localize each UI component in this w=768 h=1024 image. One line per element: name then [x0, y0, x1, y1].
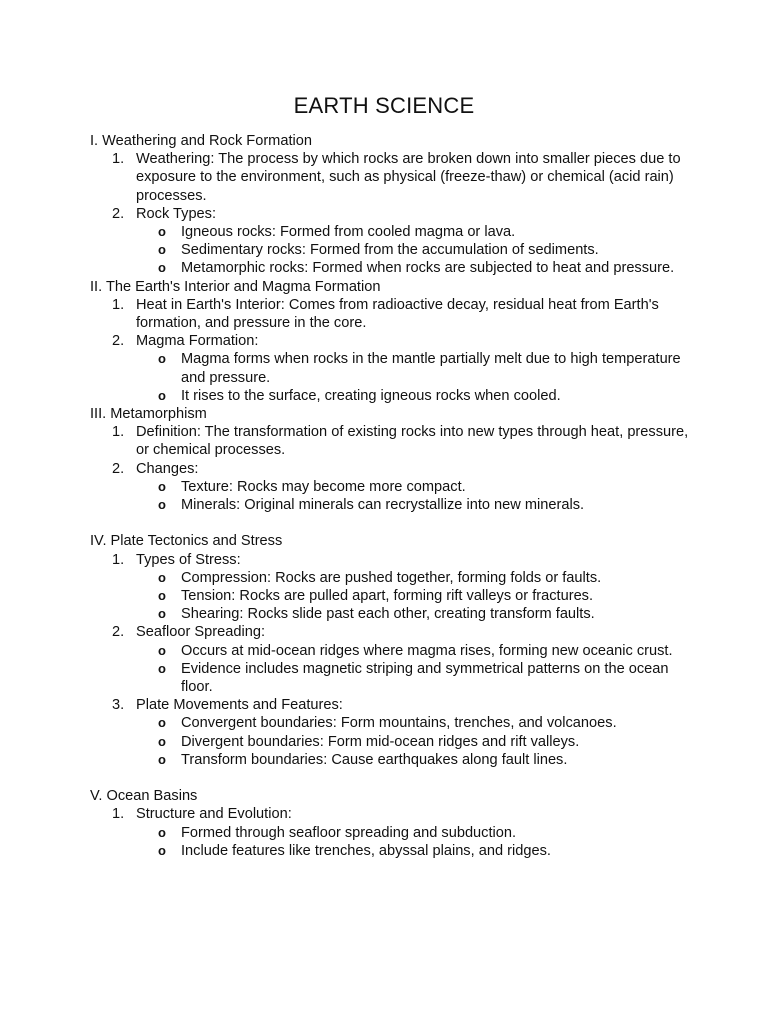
item-text: Changes:	[136, 460, 199, 477]
numbered-item	[90, 696, 690, 714]
bullet-item	[90, 259, 690, 277]
bullet-item	[90, 642, 690, 660]
item-number: 1.	[112, 551, 125, 568]
item-number: 2.	[112, 205, 125, 222]
numbered-item	[90, 460, 690, 478]
bullet-circle-icon: o	[158, 824, 166, 840]
bullet-item	[90, 824, 690, 842]
bullet-item	[90, 751, 690, 769]
numbered-item	[90, 296, 690, 332]
bullet-item	[90, 733, 690, 751]
section-heading: III. Metamorphism	[90, 406, 207, 423]
bullet-circle-icon: o	[158, 642, 166, 658]
bullet-circle-icon: o	[158, 260, 166, 276]
item-text: Magma Formation:	[136, 333, 259, 350]
bullet-text: Formed through seafloor spreading and subduction.	[181, 824, 517, 841]
bullet-text: Minerals: Original minerals can recrystallize into new minerals.	[181, 497, 585, 514]
numbered-item	[90, 623, 690, 641]
bullet-text: Occurs at mid-ocean ridges where magma rises, forming new oceanic crust.	[181, 642, 673, 659]
item-text: Types of Stress:	[136, 551, 241, 568]
bullet-text: Magma forms when rocks in the mantle partially melt due to high temperature and pressure.	[181, 351, 681, 386]
bullet-text: Tension: Rocks are pulled apart, forming rift valleys or fractures.	[181, 588, 594, 605]
bullet-item	[90, 241, 690, 259]
numbered-item	[90, 423, 690, 459]
section-heading: V. Ocean Basins	[90, 788, 198, 805]
item-text: Rock Types:	[136, 205, 217, 222]
bullet-circle-icon: o	[158, 733, 166, 749]
bullet-item	[90, 587, 690, 605]
blank-line	[90, 769, 690, 787]
section-heading: II. The Earth's Interior and Magma Formation	[90, 278, 381, 295]
bullet-item	[90, 660, 690, 696]
item-number: 2.	[112, 460, 125, 477]
item-number: 3.	[112, 697, 125, 714]
item-text: Structure and Evolution:	[136, 806, 292, 823]
bullet-circle-icon: o	[158, 606, 166, 622]
bullet-text: Metamorphic rocks: Formed when rocks are subjected to heat and pressure.	[181, 260, 675, 277]
bullet-circle-icon: o	[158, 660, 166, 676]
bullet-text: Sedimentary rocks: Formed from the accumulation of sediments.	[181, 242, 599, 259]
bullet-item	[90, 569, 690, 587]
bullet-circle-icon: o	[158, 242, 166, 258]
bullet-item	[90, 605, 690, 623]
bullet-item	[90, 714, 690, 732]
item-number: 1.	[112, 151, 125, 168]
bullet-text: Evidence includes magnetic striping and symmetrical patterns on the ocean floor.	[181, 660, 669, 696]
bullet-text: Shearing: Rocks slide past each other, creating transform faults.	[181, 606, 595, 623]
bullet-item	[90, 842, 690, 860]
bullet-circle-icon: o	[158, 588, 166, 604]
section-heading: I. Weathering and Rock Formation	[90, 133, 312, 149]
bullet-circle-icon: o	[158, 351, 166, 367]
bullet-text: Igneous rocks: Formed from cooled magma or lava.	[181, 224, 516, 241]
item-number: 2.	[112, 624, 125, 641]
bullet-item	[90, 223, 690, 241]
bullet-text: Include features like trenches, abyssal plains, and ridges.	[181, 842, 551, 859]
bullet-circle-icon: o	[158, 751, 166, 767]
document-title: EARTH SCIENCE	[293, 93, 475, 118]
document-body	[90, 132, 690, 860]
numbered-item	[90, 805, 690, 823]
numbered-item	[90, 150, 690, 205]
item-text: Definition: The transformation of existing rocks into new types through heat, pressure, or chemical processes.	[136, 424, 689, 459]
bullet-text: Compression: Rocks are pushed together, forming folds or faults.	[181, 569, 602, 586]
bullet-text: Transform boundaries: Cause earthquakes along fault lines.	[181, 751, 568, 768]
numbered-item	[90, 205, 690, 223]
section-heading: IV. Plate Tectonics and Stress	[90, 533, 283, 550]
bullet-circle-icon: o	[158, 842, 166, 858]
bullet-text: Convergent boundaries: Form mountains, trenches, and volcanoes.	[181, 715, 617, 732]
bullet-item	[90, 496, 690, 514]
blank-line	[90, 514, 690, 532]
item-text: Heat in Earth's Interior: Comes from radioactive decay, residual heat from Earth's formation, and pressure in the core.	[136, 296, 659, 332]
item-text: Plate Movements and Features:	[136, 697, 343, 714]
bullet-circle-icon: o	[158, 224, 166, 240]
numbered-item	[90, 332, 690, 350]
bullet-text: It rises to the surface, creating igneous rocks when cooled.	[181, 387, 561, 404]
bullet-item	[90, 387, 690, 405]
item-number: 2.	[112, 333, 125, 350]
bullet-item	[90, 478, 690, 496]
bullet-circle-icon: o	[158, 387, 166, 403]
bullet-text: Divergent boundaries: Form mid-ocean ridges and rift valleys.	[181, 733, 580, 750]
item-number: 1.	[112, 424, 125, 441]
bullet-circle-icon: o	[158, 478, 166, 494]
bullet-item	[90, 350, 690, 386]
numbered-item	[90, 551, 690, 569]
bullet-circle-icon: o	[158, 497, 166, 513]
bullet-circle-icon: o	[158, 569, 166, 585]
item-text: Weathering: The process by which rocks are broken down into smaller pieces due to exposure to the environment, such as physical (freeze-thaw) or chemical (acid rain) processes.	[136, 151, 681, 204]
bullet-text: Texture: Rocks may become more compact.	[181, 478, 466, 495]
item-number: 1.	[112, 806, 125, 823]
bullet-circle-icon: o	[158, 715, 166, 731]
item-number: 1.	[112, 296, 125, 313]
item-text: Seafloor Spreading:	[136, 624, 265, 641]
